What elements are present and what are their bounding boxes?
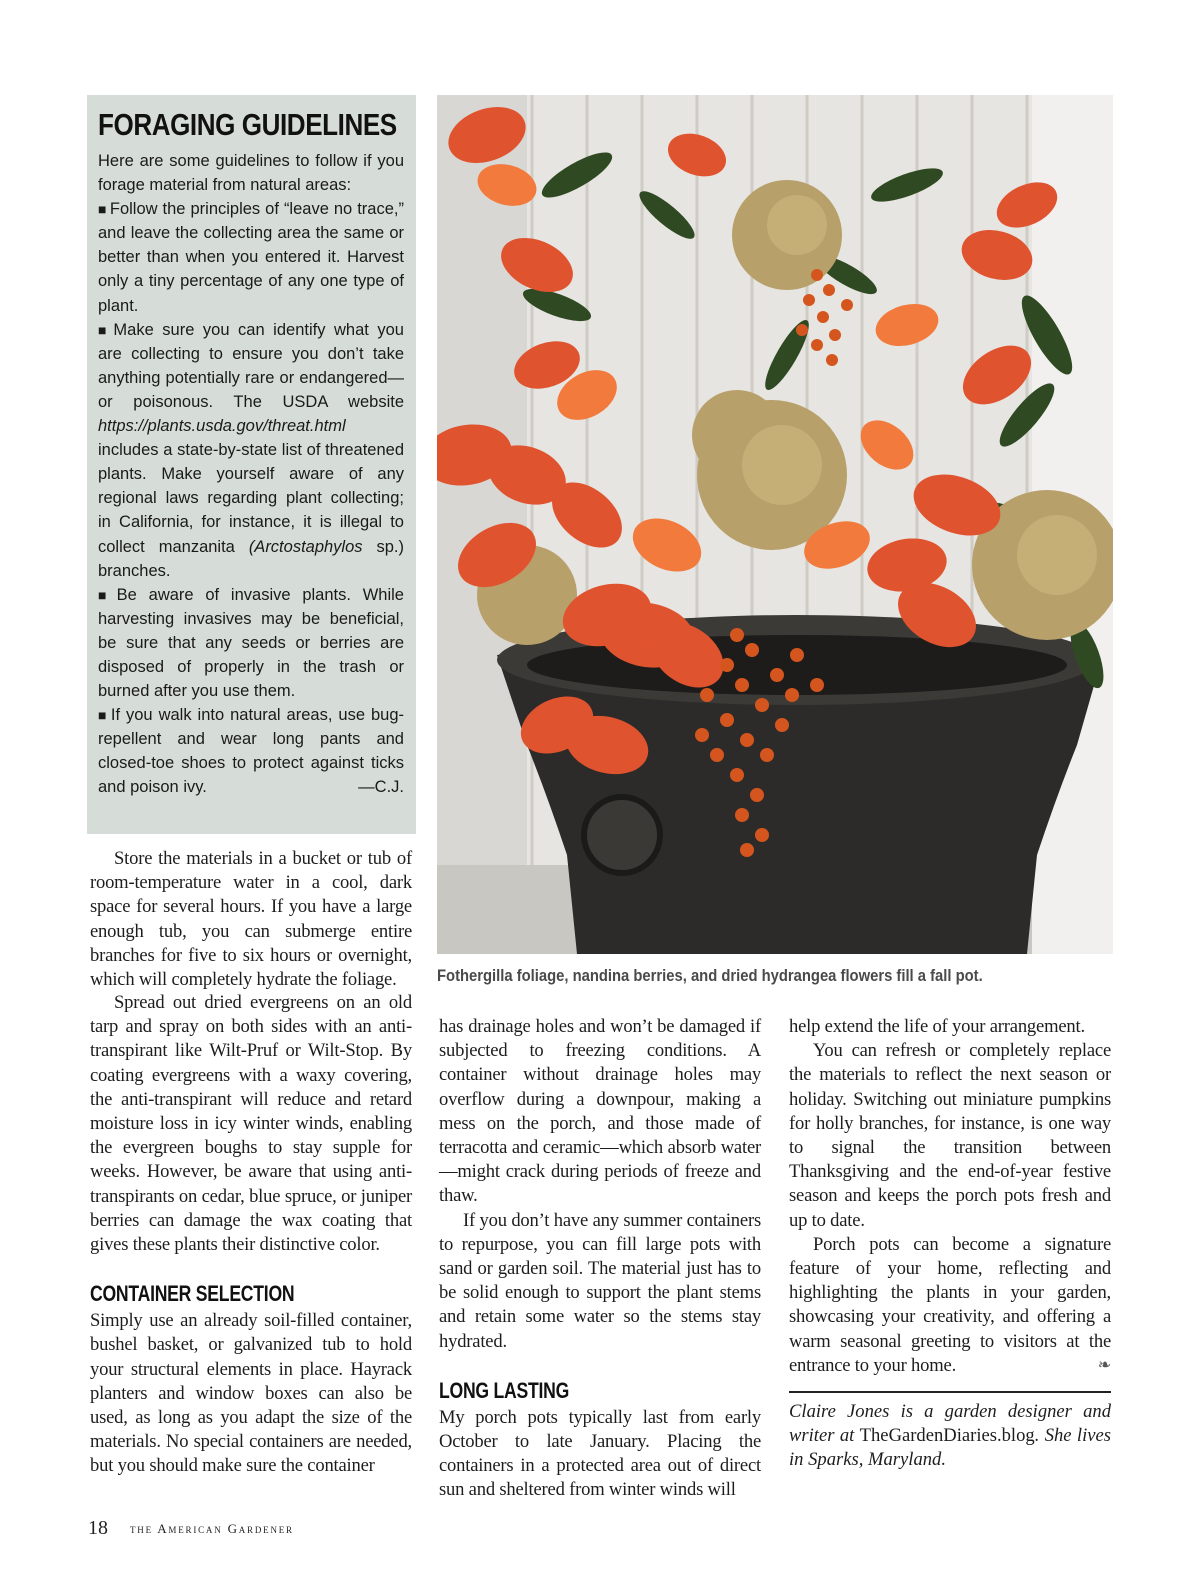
sidebar-body — [98, 149, 404, 800]
body-paragraph: Store the materials in a bucket or tub of room-temperature water in a cool, dark space for several hours. If you have a large enough tub, you can submerge entire branches for five to six hours or overnight, which will completely hydrate the foliage. — [90, 848, 412, 991]
usda-link[interactable]: https://plants.usda.gov/threat.html — [98, 417, 346, 436]
bio-text: Claire Jones is a garden designer and writer at — [789, 1401, 1111, 1447]
porch-pot-photo — [437, 95, 1113, 954]
bio-text: . She lives in Sparks, Maryland. — [789, 1425, 1111, 1471]
closing-text: Porch pots can become a signature feature of your home, reflecting and highlighting the plants in your garden, showcasing your creativity, and offering a warm seasonal greeting to visitors at the entrance to your home. — [789, 1233, 1111, 1376]
body-paragraph: help extend the life of your arrangement. — [789, 1016, 1085, 1037]
sidebar-intro: Here are some guidelines to follow if you forage material from natural areas: — [98, 152, 404, 195]
sidebar-item — [98, 197, 404, 317]
sidebar-title: FORAGING GUIDELINES — [98, 107, 397, 142]
porch-pot-illustration — [437, 95, 1113, 954]
sidebar-item-text: Make sure you can identify what you are collecting to ensure you don’t take anything potentially rare or endangered—or poisonous. The USDA website — [98, 320, 404, 411]
sidebar-signature: —C.J. — [358, 778, 404, 797]
sidebar-item-text: Be aware of invasive plants. While harvesting invasives may be beneficial, be sure that any seeds or berries are disposed of properly in the trash or burned after you use them. — [98, 585, 404, 701]
body-paragraph: You can refresh or completely replace the materials to reflect the next season or holiday. Switching out miniature pumpkins for holly branches, for instance, is one way to signal the transition between Thanksgiving and the end-of-year festive season and keeps the porch pots fresh and up to date. — [789, 1040, 1111, 1231]
bio-divider — [789, 1391, 1111, 1393]
foraging-guidelines-sidebar — [87, 95, 416, 834]
publication-name: the American Gardener — [130, 1521, 294, 1536]
article-column-2 — [439, 1015, 761, 1503]
sidebar-item-text: If you walk into natural areas, use bug-repellent and wear long pants and closed-toe shoes to protect against ticks and poison ivy. — [98, 706, 404, 797]
sidebar-item-text: Follow the principles of “leave no trace,” and leave the collecting area the same or better than when you entered it. Harvest only a tiny percentage of any one type of plant. — [98, 200, 404, 315]
sidebar-item — [98, 703, 404, 799]
body-paragraph: Simply use an already soil-filled container, bushel basket, or galvanized tub to hold your structural elements in place. Hayrack planters and window boxes can also be used, as long as you adapt the size of the materials. No special containers are needed, but you should make sure the container — [90, 1310, 412, 1477]
sidebar-item — [98, 583, 404, 703]
genus-name: (Arctostaphylos — [248, 537, 363, 556]
article-column-1 — [90, 992, 412, 1479]
author-bio — [789, 1400, 1111, 1473]
body-paragraph: If you don’t have any summer containers to repurpose, you can fill large pots with sand or garden soil. The material just has to be solid enough to support the plant stems and retain some water so the stems stay hydrated. — [439, 1209, 761, 1352]
bullet-icon: ■ — [98, 321, 111, 338]
article-column-3 — [789, 1015, 1111, 1378]
body-paragraph: has drainage holes and won’t be damaged if subjected to freezing conditions. A container without drainage holes may overflow during a downpour, making a mess on the porch, and those made of terracotta and ceramic—which absorb water—might crack during periods of freeze and thaw. — [439, 1016, 761, 1207]
sidebar-item-text: sp.) branches. — [98, 537, 404, 580]
section-heading: LONG LASTING — [439, 1377, 570, 1403]
bullet-icon: ■ — [98, 707, 108, 724]
body-paragraph: Spread out dried evergreens on an old tarp and spray on both sides with an anti-transpirant like Wilt-Pruf or Wilt-Stop. By coating evergreens with a waxy covering, the anti-transpirant will reduce and retard moisture loss in icy winter winds, enabling the evergreen boughs to stay supple for weeks. However, be aware that using anti-transpirants on cedar, blue spruce, or juniper berries can damage the wax coating that gives these plants their distinctive color. — [90, 992, 412, 1256]
section-heading: CONTAINER SELECTION — [90, 1281, 295, 1307]
blog-link[interactable]: TheGardenDiaries.blog — [859, 1425, 1035, 1447]
page-number: 18 — [88, 1517, 108, 1539]
photo-caption: Fothergilla foliage, nandina berries, and dried hydrangea flowers fill a fall pot. — [437, 966, 983, 985]
sidebar-item — [98, 318, 404, 583]
body-paragraph — [789, 1233, 1111, 1378]
bullet-icon: ■ — [98, 201, 107, 218]
article-column-1-top — [90, 847, 412, 992]
sidebar-item-text: includes a state-by-state list of threatened plants. Make yourself aware of any regional laws regarding plant collecting; in California, for instance, it is illegal to collect manzanita — [98, 441, 404, 556]
bullet-icon: ■ — [98, 586, 114, 603]
end-mark-icon: ❧ — [1097, 1356, 1111, 1374]
body-paragraph: My porch pots typically last from early October to late January. Placing the containers in a protected area out of direct sun and sheltered from winter winds will — [439, 1406, 761, 1501]
